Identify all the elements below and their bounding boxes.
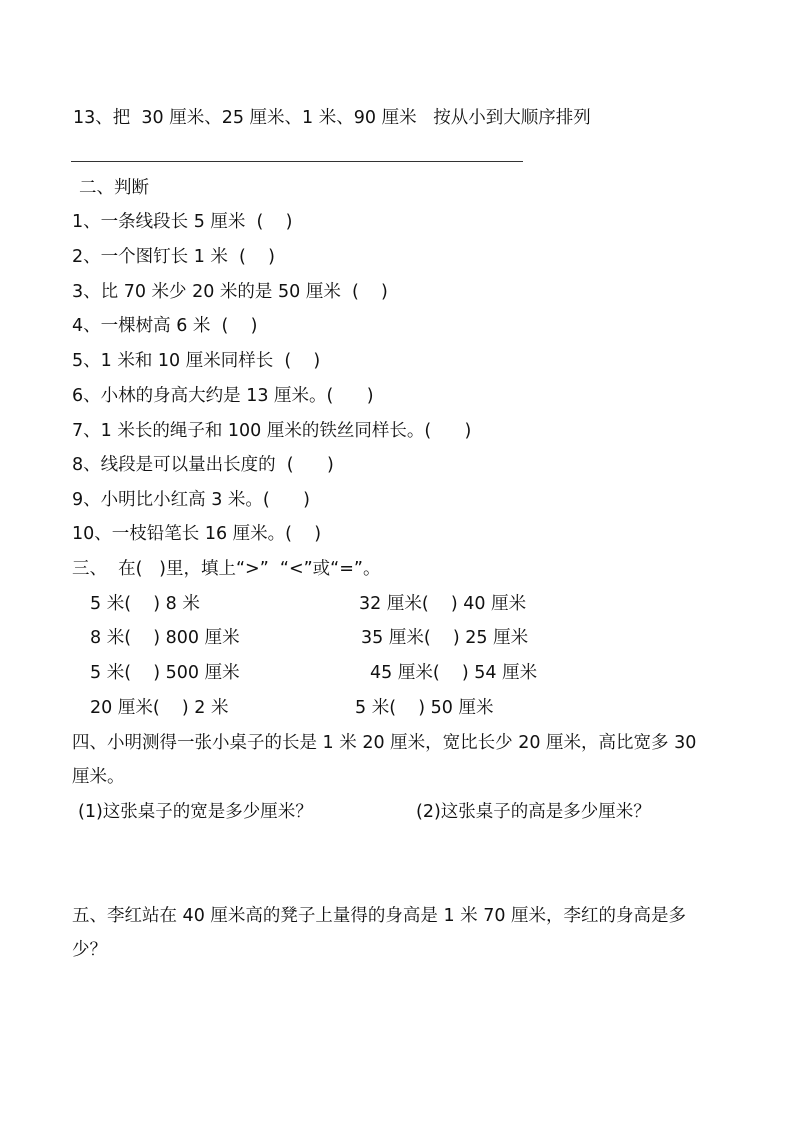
question-4-sub-1: (1)这张桌子的宽是多少厘米？: [78, 802, 313, 822]
judge-item: 6、小林的身高大约是 13 厘米。( ): [72, 386, 374, 406]
section-compare-heading: 三、 在( )里，填上“>” “<”或“=”。: [72, 559, 381, 579]
judge-item: 7、1 米长的绳子和 100 厘米的铁丝同样长。( ): [72, 421, 472, 441]
compare-item-right: 5 米( ) 50 厘米: [355, 698, 494, 718]
compare-item-left: 5 米( ) 8 米: [90, 594, 200, 614]
question-4-text-cont: 厘米。: [72, 767, 125, 787]
compare-item-right: 32 厘米( ) 40 厘米: [359, 594, 527, 614]
compare-item-left: 8 米( ) 800 厘米: [90, 628, 240, 648]
judge-item: 4、一棵树高 6 米 ( ): [72, 316, 258, 336]
judge-item: 8、线段是可以量出长度的 ( ): [72, 455, 334, 475]
question-5-text: 五、李红站在 40 厘米高的凳子上量得的身高是 1 米 70 厘米，李红的身高是多: [72, 906, 687, 926]
compare-item-left: 20 厘米( ) 2 米: [90, 698, 229, 718]
judge-item: 3、比 70 米少 20 米的是 50 厘米 ( ): [72, 282, 388, 302]
judge-item: 5、1 米和 10 厘米同样长 ( ): [72, 351, 321, 371]
question-4-sub-2: (2)这张桌子的高是多少厘米？: [416, 802, 651, 822]
answer-blank-line: [71, 161, 523, 162]
compare-item-right: 45 厘米( ) 54 厘米: [370, 663, 538, 683]
section-judge-heading: 二、判断: [79, 178, 149, 198]
compare-item-right: 35 厘米( ) 25 厘米: [361, 628, 529, 648]
judge-item: 10、一枝铅笔长 16 厘米。( ): [72, 524, 322, 544]
question-13: 13、把 30 厘米、25 厘米、1 米、90 厘米 按从小到大顺序排列: [73, 108, 591, 128]
compare-item-left: 5 米( ) 500 厘米: [90, 663, 240, 683]
question-4-text: 四、小明测得一张小桌子的长是 1 米 20 厘米，宽比长少 20 厘米，高比宽多 30: [72, 733, 697, 753]
question-5-text-cont: 少？: [72, 940, 107, 960]
judge-item: 1、一条线段长 5 厘米 ( ): [72, 212, 293, 232]
judge-item: 2、一个图钉长 1 米 ( ): [72, 247, 275, 267]
judge-item: 9、小明比小红高 3 米。( ): [72, 490, 310, 510]
